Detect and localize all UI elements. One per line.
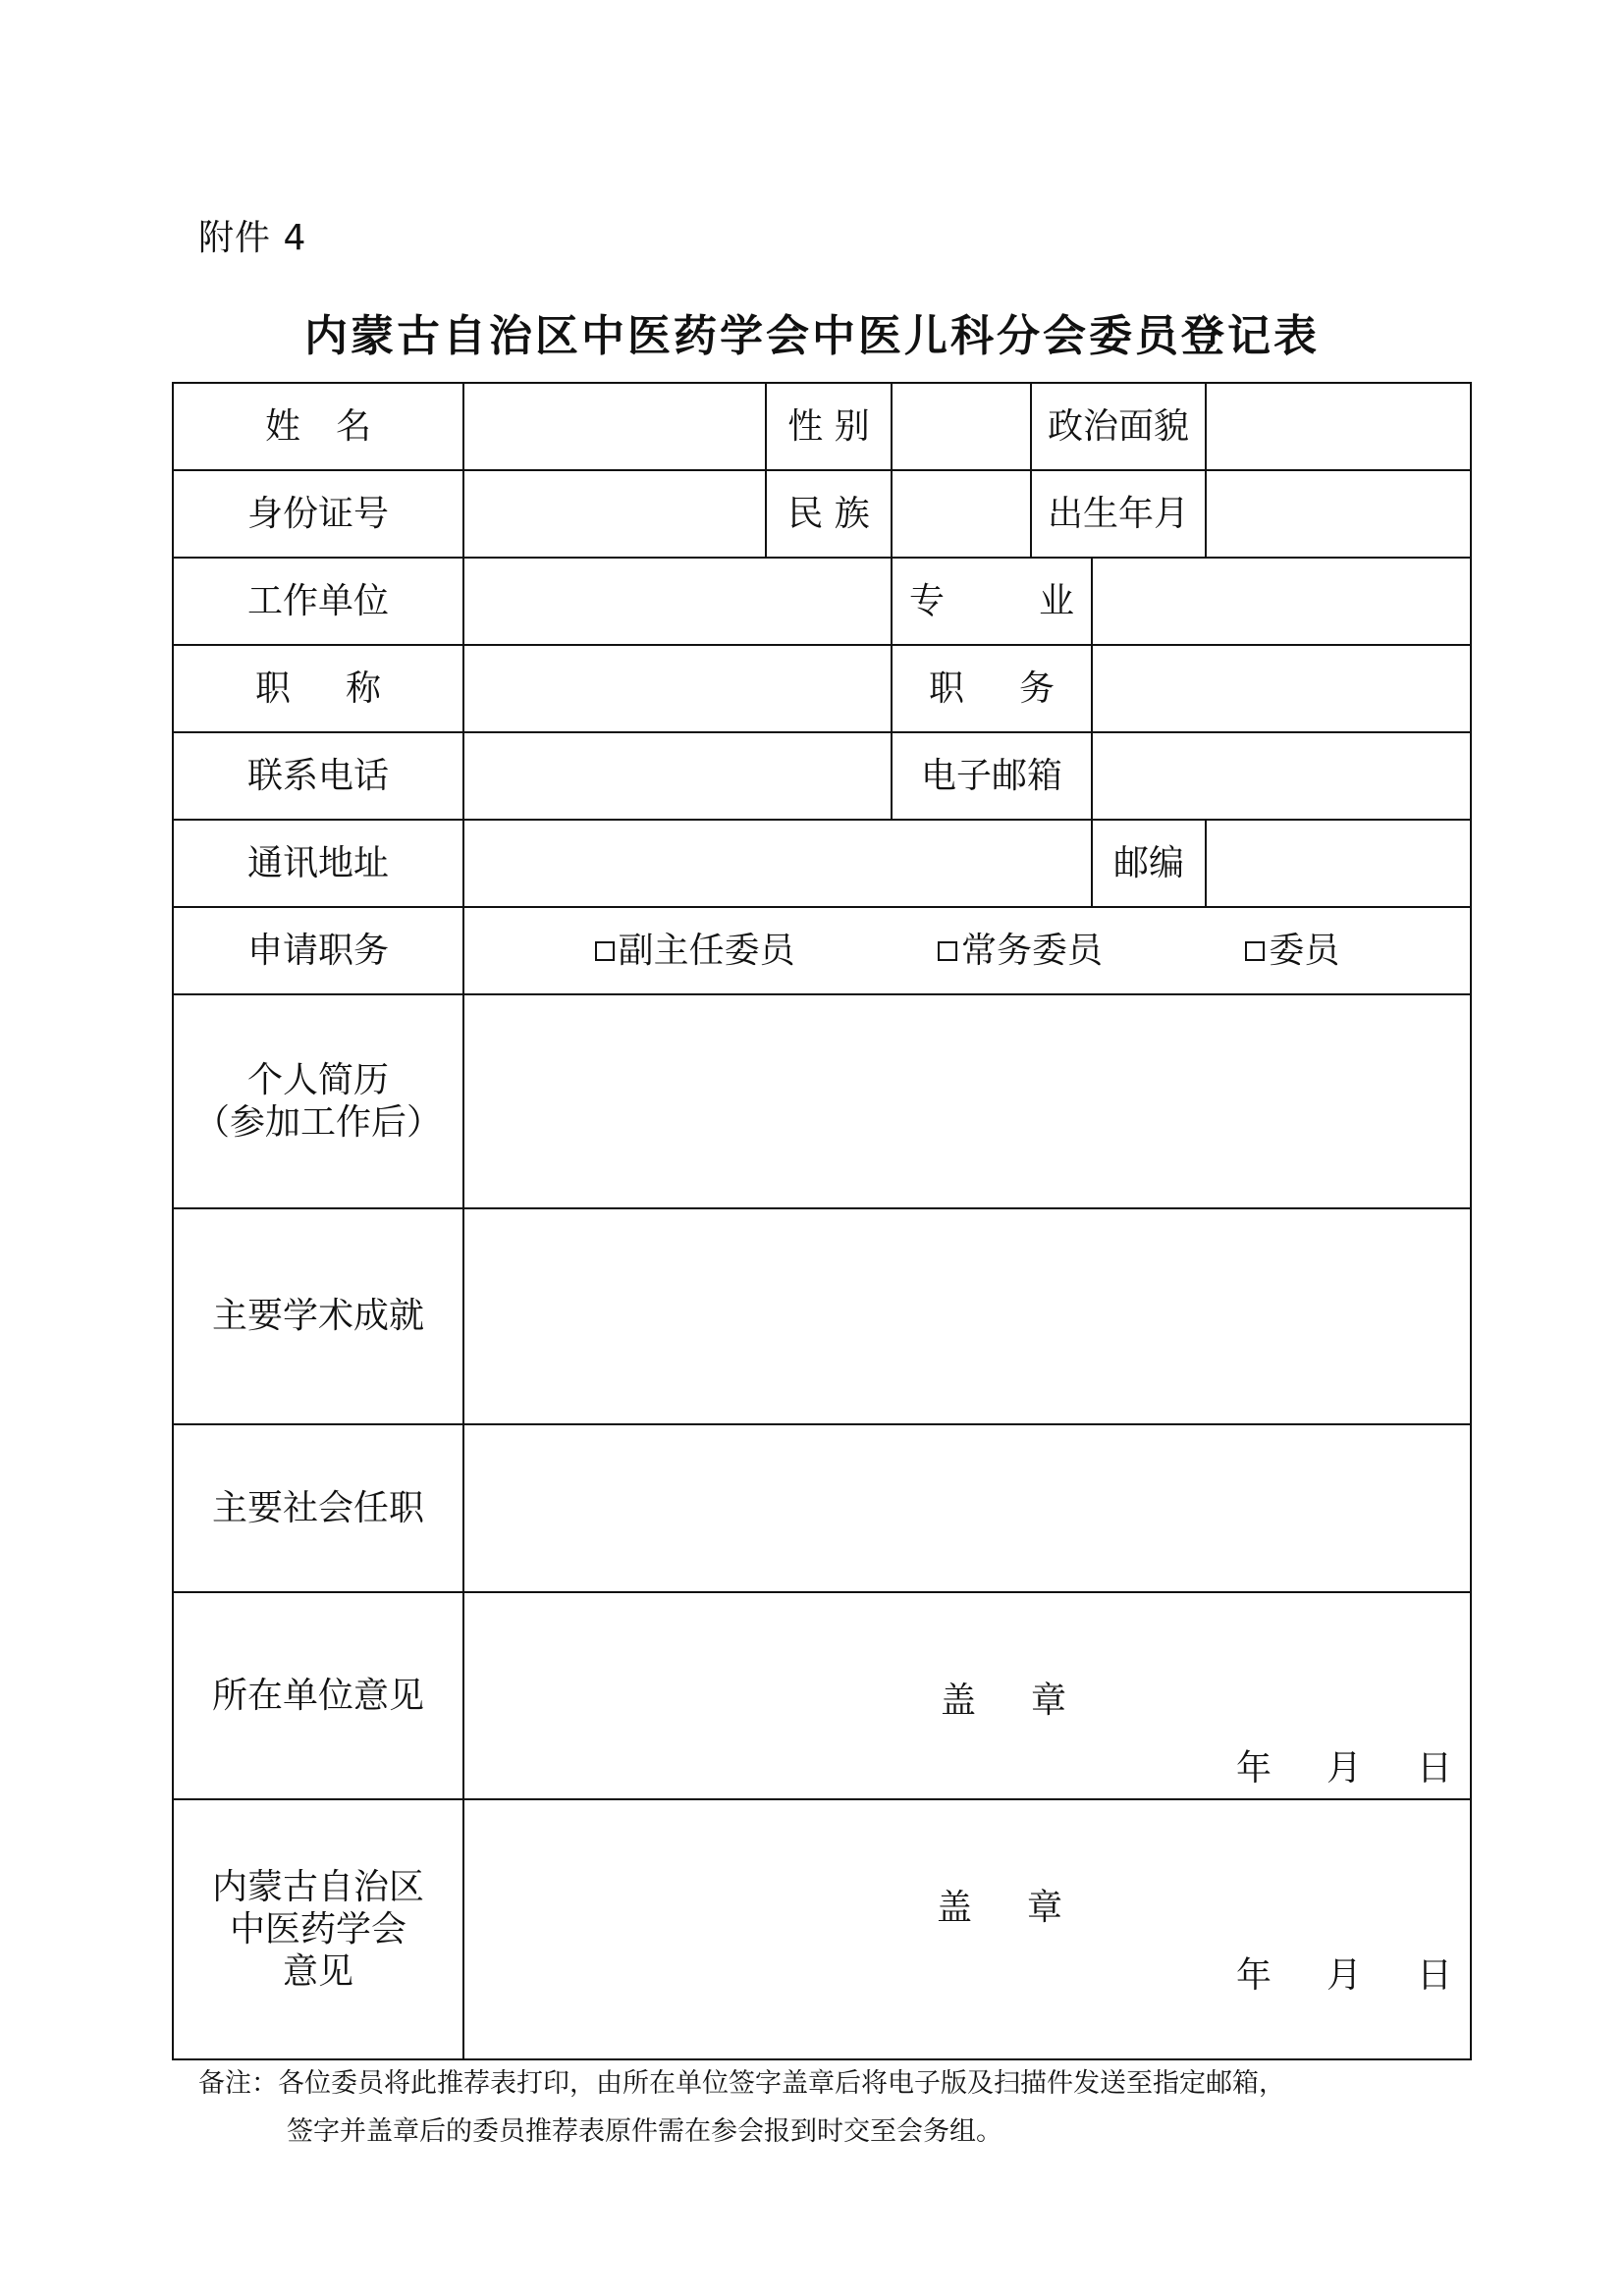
attachment-label: 附件 4 <box>198 218 307 258</box>
resume-label-line2: （参加工作后） <box>193 1102 442 1143</box>
form-title: 内蒙古自治区中医药学会中医儿科分会委员登记表 <box>304 311 1320 361</box>
phone-field[interactable] <box>463 732 892 820</box>
address-field[interactable] <box>463 820 1092 907</box>
row-achievements <box>173 1208 1471 1424</box>
row-social-roles <box>173 1424 1471 1592</box>
option-member-label: 委员 <box>1269 930 1340 971</box>
footnote-line2: 签字并盖章后的委员推荐表原件需在参会报到时交至会务组。 <box>287 2116 1002 2147</box>
footnote <box>198 2059 1285 2156</box>
political-status-label: 政治面貌 <box>1031 383 1206 470</box>
political-status-field[interactable] <box>1206 383 1471 470</box>
unit-opinion-field[interactable] <box>463 1592 1471 1799</box>
social-roles-label: 主要社会任职 <box>173 1424 463 1592</box>
society-date: 年 月 日 <box>1235 1955 1453 1996</box>
society-opinion-line1: 内蒙古自治区 <box>211 1866 424 1907</box>
resume-label-line1: 个人简历 <box>246 1059 389 1100</box>
email-label: 电子邮箱 <box>892 732 1092 820</box>
phone-label: 联系电话 <box>173 732 463 820</box>
row-id <box>173 470 1471 558</box>
apply-position-label: 申请职务 <box>173 907 463 994</box>
achievements-label: 主要学术成就 <box>173 1208 463 1424</box>
work-unit-label: 工作单位 <box>173 558 463 645</box>
resume-label <box>173 994 463 1208</box>
checkbox-icon[interactable] <box>1245 941 1265 961</box>
registration-form <box>172 382 1472 2060</box>
postcode-field[interactable] <box>1206 820 1471 907</box>
ethnicity-field[interactable] <box>892 470 1031 558</box>
unit-opinion-label: 所在单位意见 <box>173 1592 463 1799</box>
email-field[interactable] <box>1092 732 1471 820</box>
row-unit-opinion <box>173 1592 1471 1799</box>
checkbox-icon[interactable] <box>595 941 615 961</box>
duty-field[interactable] <box>1092 645 1471 732</box>
birth-date-field[interactable] <box>1206 470 1471 558</box>
row-resume <box>173 994 1471 1208</box>
society-opinion-line3: 意见 <box>282 1951 353 1993</box>
checkbox-icon[interactable] <box>938 941 957 961</box>
option-standing-member-label: 常务委员 <box>960 930 1103 971</box>
duty-label: 职 务 <box>892 645 1092 732</box>
row-phone <box>173 732 1471 820</box>
row-title <box>173 645 1471 732</box>
society-opinion-line2: 中医药学会 <box>229 1908 406 1949</box>
id-number-label: 身份证号 <box>173 470 463 558</box>
row-address <box>173 820 1471 907</box>
option-member[interactable] <box>1245 930 1339 972</box>
row-name <box>173 383 1471 470</box>
title-field[interactable] <box>463 645 892 732</box>
apply-position-options <box>463 907 1471 994</box>
ethnicity-label: 民 族 <box>766 470 892 558</box>
society-opinion-label <box>173 1799 463 2059</box>
unit-date: 年 月 日 <box>1235 1748 1453 1789</box>
row-society-opinion <box>173 1799 1471 2059</box>
id-number-field[interactable] <box>463 470 766 558</box>
resume-field[interactable] <box>463 994 1471 1208</box>
option-vice-chair[interactable] <box>595 930 795 972</box>
footnote-line1: 备注：各位委员将此推荐表打印，由所在单位签字盖章后将电子版及扫描件发送至指定邮箱， <box>198 2068 1285 2099</box>
achievements-field[interactable] <box>463 1208 1471 1424</box>
work-unit-field[interactable] <box>463 558 892 645</box>
postcode-label: 邮编 <box>1092 820 1206 907</box>
society-seal: 盖 章 <box>937 1888 1063 1928</box>
address-label: 通讯地址 <box>173 820 463 907</box>
specialty-field[interactable] <box>1092 558 1471 645</box>
social-roles-field[interactable] <box>463 1424 1471 1592</box>
option-standing-member[interactable] <box>938 930 1103 972</box>
gender-label: 性 别 <box>766 383 892 470</box>
specialty-label: 专 业 <box>892 558 1092 645</box>
name-field[interactable] <box>463 383 766 470</box>
option-vice-chair-label: 副主任委员 <box>618 930 795 971</box>
row-apply-position <box>173 907 1471 994</box>
society-opinion-field[interactable] <box>463 1799 1471 2059</box>
unit-seal: 盖 章 <box>941 1681 1067 1721</box>
name-label: 姓 名 <box>173 383 463 470</box>
birth-date-label: 出生年月 <box>1031 470 1206 558</box>
title-label: 职 称 <box>173 645 463 732</box>
gender-field[interactable] <box>892 383 1031 470</box>
row-work-unit <box>173 558 1471 645</box>
